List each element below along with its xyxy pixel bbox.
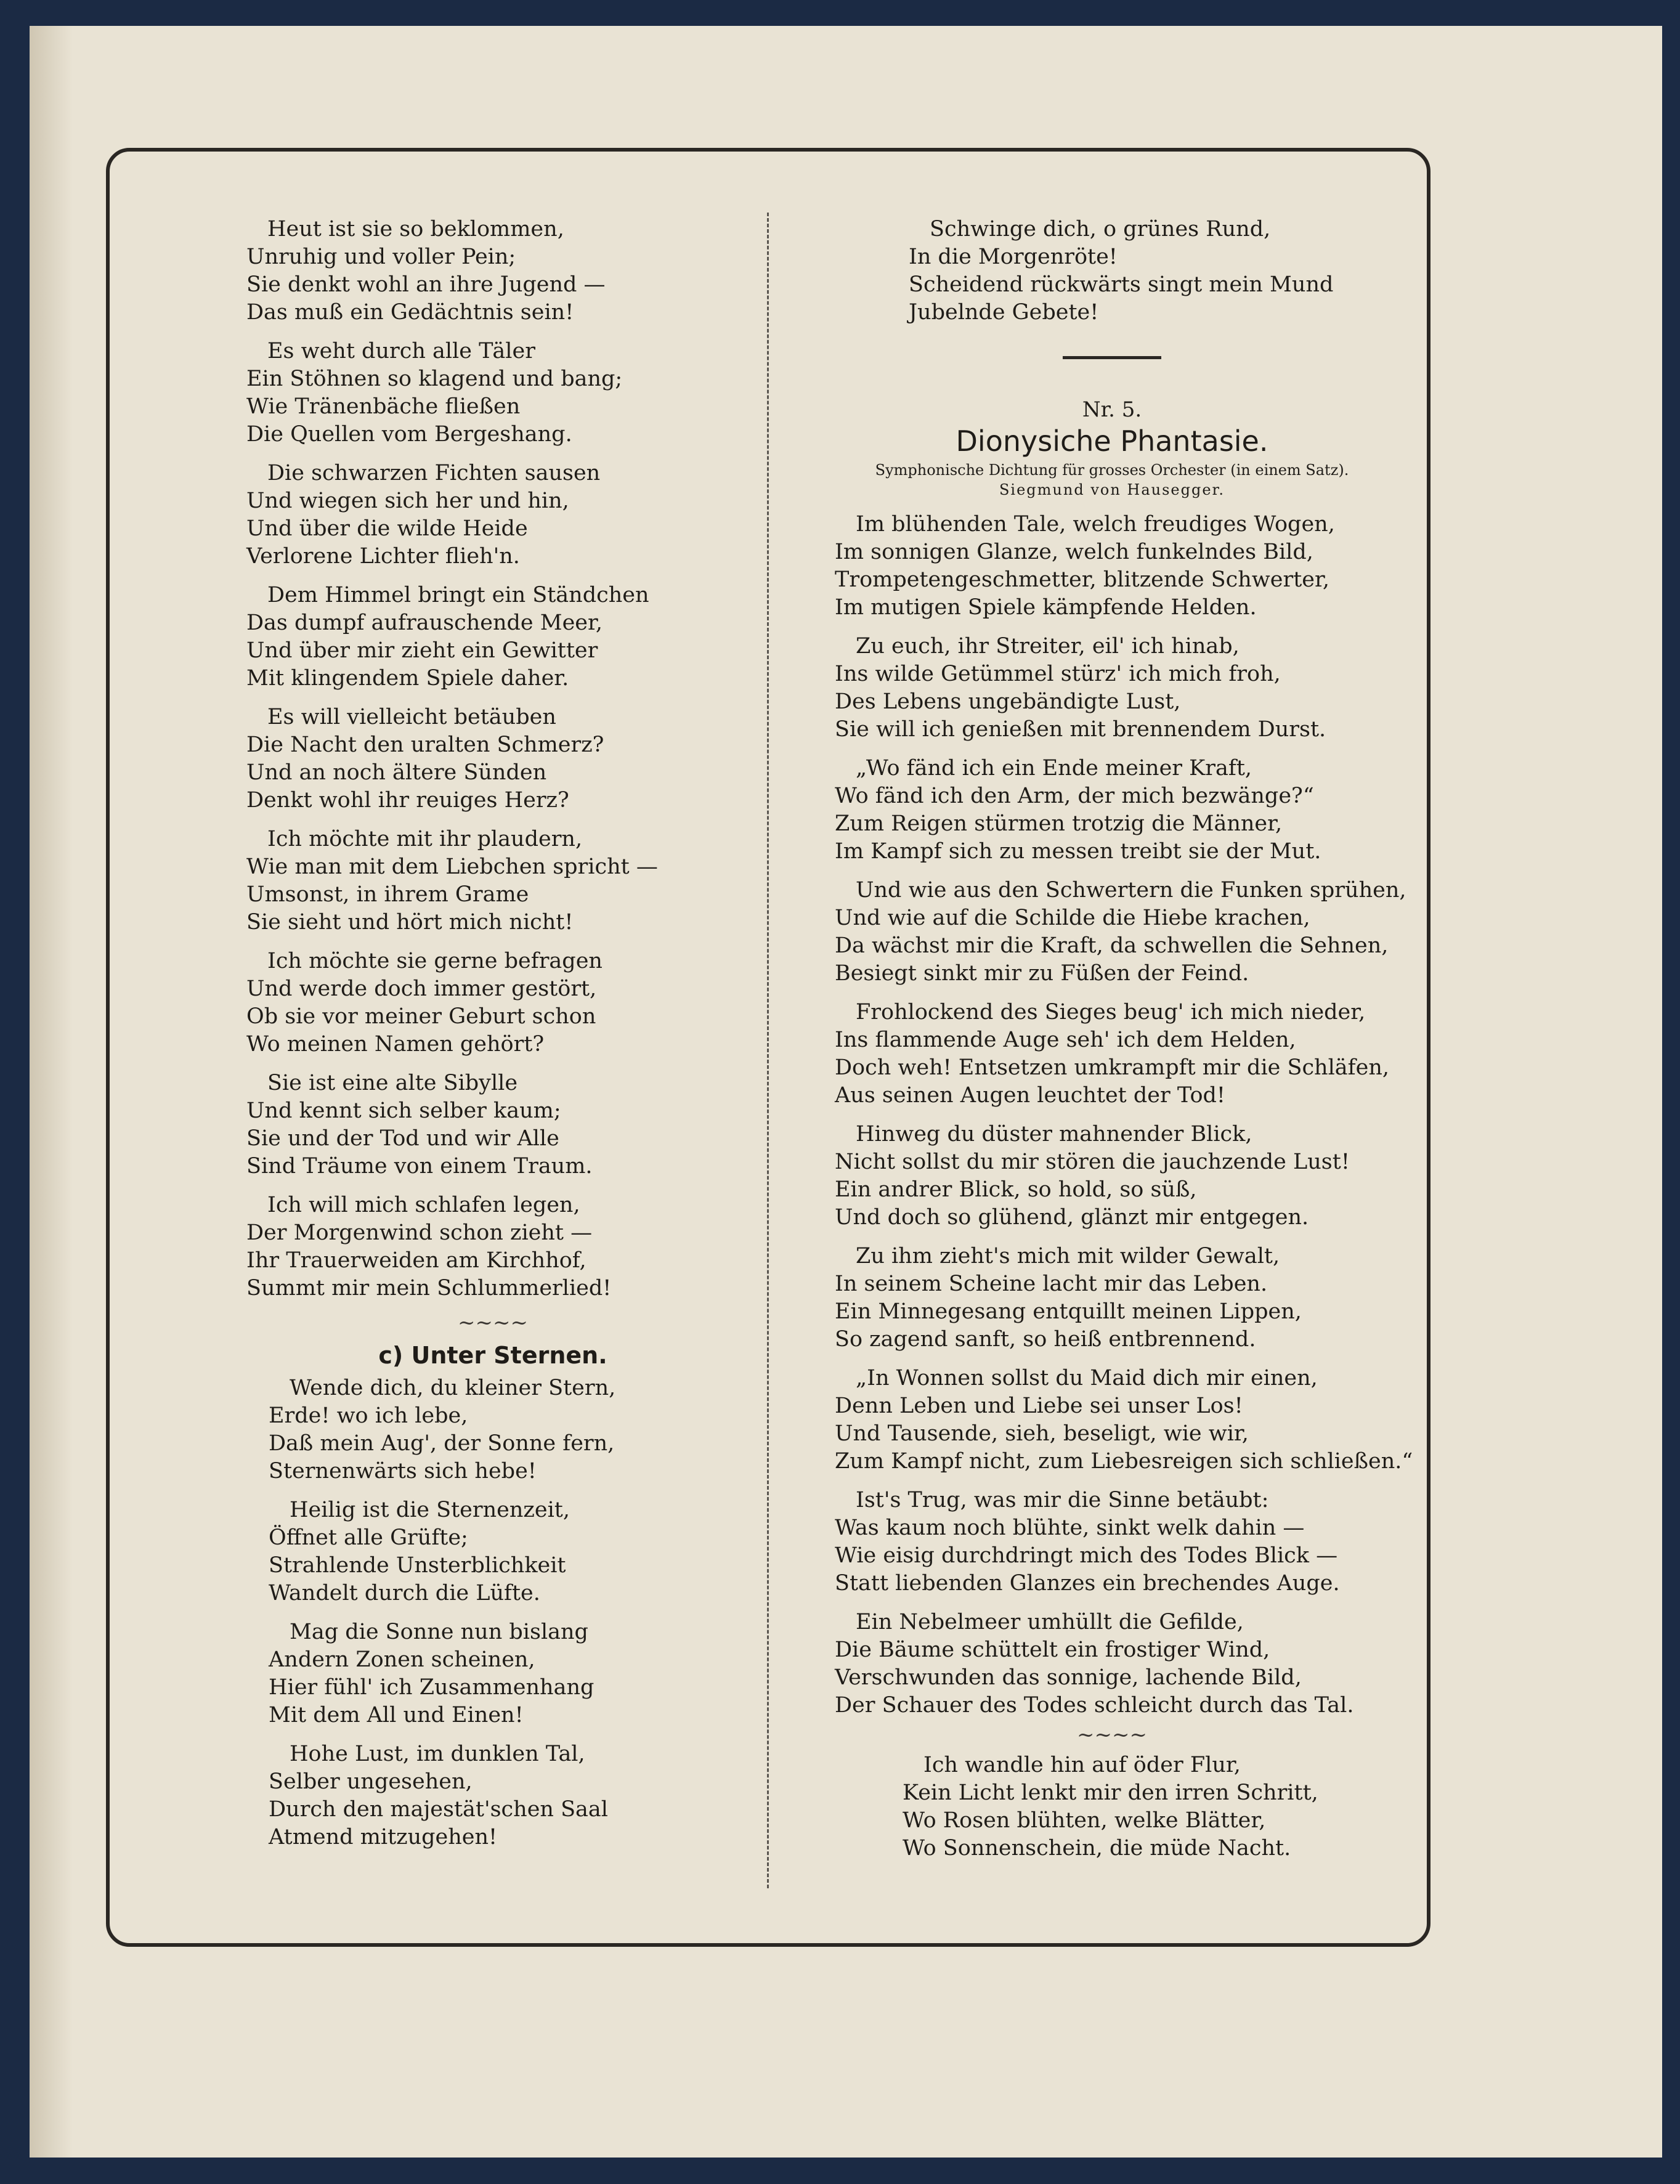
stanza — [835, 1243, 1389, 1354]
verse-line: Es will vielleicht betäuben — [267, 705, 556, 729]
verse-line: „Wo fänd ich ein Ende meiner Kraft, — [856, 756, 1252, 781]
stanza — [835, 755, 1389, 866]
verse-line: Sie sieht und hört mich nicht! — [246, 910, 574, 935]
verse-line: So zagend sanft, so heiß entbrennend. — [835, 1327, 1256, 1352]
verse-line: Schwinge dich, o grünes Rund, — [930, 217, 1271, 242]
stanza — [246, 1070, 739, 1180]
verse-line: Wo meinen Namen gehört? — [246, 1032, 545, 1057]
section-c-poem — [246, 1374, 739, 1851]
verse-line: Wandelt durch die Lüfte. — [269, 1581, 540, 1606]
stanza — [835, 1365, 1413, 1476]
verse-line: Daß mein Aug', der Sonne fern, — [269, 1431, 615, 1456]
verse-line: Da wächst mir die Kraft, da schwellen die Sehnen, — [835, 933, 1389, 958]
stanza — [246, 948, 739, 1058]
verse-line: Und an noch ältere Sünden — [246, 760, 547, 785]
stanza — [246, 460, 739, 570]
verse-line: Wie Tränenbäche fließen — [246, 394, 521, 419]
nr5-title: Dionysiche Phantasie. — [956, 424, 1268, 458]
stanza — [909, 216, 1389, 327]
verse-line: Sternenwärts sich hebe! — [269, 1459, 537, 1484]
verse-line: Zum Kampf nicht, zum Liebesreigen sich schließen.“ — [835, 1449, 1413, 1474]
stanza — [246, 1191, 739, 1302]
verse-line: Ins wilde Getümmel stürz' ich mich froh, — [835, 662, 1281, 686]
verse-line: Und wiegen sich her und hin, — [246, 489, 569, 513]
verse-line: Aus seinen Augen leuchtet der Tod! — [835, 1083, 1225, 1108]
verse-line: Der Schauer des Todes schleicht durch das Tal. — [835, 1693, 1354, 1718]
verse-line: Und kennt sich selber kaum; — [246, 1098, 561, 1123]
stanza — [835, 1487, 1389, 1597]
verse-line: Im blühenden Tale, welch freudiges Wogen, — [856, 512, 1335, 537]
nr5-subtitle: Symphonische Dichtung für grosses Orchester (in einem Satz). — [875, 461, 1349, 479]
verse-line: Scheidend rückwärts singt mein Mund — [909, 272, 1334, 297]
verse-line: Ich will mich schlafen legen, — [267, 1193, 580, 1217]
verse-line: Hinweg du düster mahnender Blick, — [856, 1122, 1252, 1147]
verse-line: Verlorene Lichter flieh'n. — [246, 544, 520, 569]
stanza — [835, 633, 1389, 744]
verse-line: Unruhig und voller Pein; — [246, 245, 516, 269]
stanza — [835, 999, 1389, 1110]
verse-line: Das muß ein Gedächtnis sein! — [246, 300, 574, 325]
verse-line: Heilig ist die Sternenzeit, — [290, 1498, 570, 1522]
verse-line: Ein Nebelmeer umhüllt die Gefilde, — [856, 1610, 1244, 1634]
verse-line: Denkt wohl ihr reuiges Herz? — [246, 788, 569, 813]
wave-ornament: ~~~~ — [458, 1310, 528, 1335]
verse-line: In die Morgenröte! — [909, 245, 1118, 269]
section-c-heading: c) Unter Sternen. — [378, 1342, 607, 1369]
wave-ornament-2: ~~~~ — [1077, 1723, 1147, 1747]
verse-line: Und Tausende, sieh, beseligt, wie wir, — [835, 1421, 1249, 1446]
verse-line: Ein andrer Blick, so hold, so süß, — [835, 1177, 1197, 1202]
verse-line: Ist's Trug, was mir die Sinne betäubt: — [856, 1488, 1269, 1512]
verse-line: Strahlende Unsterblichkeit — [269, 1553, 566, 1578]
column-divider — [767, 213, 769, 1888]
stanza — [903, 1752, 1389, 1862]
verse-line: Und über mir zieht ein Gewitter — [246, 638, 598, 663]
verse-line: Summt mir mein Schlummerlied! — [246, 1276, 612, 1301]
stanza — [269, 1740, 739, 1851]
stanza — [835, 1609, 1389, 1719]
final-poem — [835, 1752, 1389, 1862]
verse-line: Trompetengeschmetter, blitzende Schwerter, — [835, 567, 1329, 592]
left-poem — [246, 216, 739, 1302]
stanza — [246, 704, 739, 814]
stanza — [835, 511, 1389, 622]
verse-line: Denn Leben und Liebe sei unser Los! — [835, 1394, 1243, 1418]
stanza — [835, 877, 1406, 988]
verse-line: Doch weh! Entsetzen umkrampft mir die Schläfen, — [835, 1055, 1389, 1080]
verse-line: Andern Zonen scheinen, — [269, 1647, 535, 1672]
verse-line: Dem Himmel bringt ein Ständchen — [267, 583, 649, 607]
verse-line: Es weht durch alle Täler — [267, 339, 535, 363]
verse-line: Ins flammende Auge seh' ich dem Helden, — [835, 1028, 1296, 1052]
verse-line: Ich möchte mit ihr plaudern, — [267, 827, 583, 851]
verse-line: Besiegt sinkt mir zu Füßen der Feind. — [835, 961, 1249, 986]
stanza — [269, 1618, 739, 1729]
verse-line: Sie will ich genießen mit brennendem Durst. — [835, 717, 1326, 742]
verse-line: Hohe Lust, im dunklen Tal, — [290, 1742, 585, 1766]
verse-line: Selber ungesehen, — [269, 1769, 473, 1794]
verse-line: Kein Licht lenkt mir den irren Schritt, — [903, 1780, 1318, 1805]
verse-line: Wie man mit dem Liebchen spricht — — [246, 855, 658, 879]
nr5-poem — [835, 511, 1413, 1719]
right-column — [835, 216, 1413, 1873]
verse-line: Mag die Sonne nun bislang — [290, 1620, 588, 1644]
verse-line: Ich wandle hin auf öder Flur, — [923, 1753, 1241, 1777]
verse-line: In seinem Scheine lacht mir das Leben. — [835, 1272, 1268, 1296]
verse-line: Ob sie vor meiner Geburt schon — [246, 1004, 596, 1029]
verse-line: Ein Stöhnen so klagend und bang; — [246, 367, 623, 391]
verse-line: Und über die wilde Heide — [246, 516, 528, 541]
verse-line: Wo Rosen blühten, welke Blätter, — [903, 1808, 1266, 1833]
verse-line: Der Morgenwind schon zieht — — [246, 1220, 593, 1245]
verse-line: Ein Minnegesang entquillt meinen Lippen, — [835, 1299, 1302, 1324]
verse-line: Verschwunden das sonnige, lachende Bild, — [835, 1665, 1302, 1690]
verse-line: Erde! wo ich lebe, — [269, 1403, 468, 1428]
stanza — [246, 582, 739, 692]
verse-line: Das dumpf aufrauschende Meer, — [246, 611, 603, 635]
stanza — [246, 826, 739, 936]
verse-line: Sind Träume von einem Traum. — [246, 1154, 593, 1179]
verse-line: Die Quellen vom Bergeshang. — [246, 422, 572, 447]
verse-line: Atmend mitzugehen! — [269, 1825, 498, 1849]
stanza — [246, 216, 739, 327]
nr5-number: Nr. 5. — [1082, 397, 1142, 422]
verse-line: Heut ist sie so beklommen, — [267, 217, 564, 242]
stanza — [835, 1121, 1389, 1232]
stanza — [269, 1496, 739, 1607]
verse-line: Wende dich, du kleiner Stern, — [290, 1376, 616, 1400]
verse-line: Und doch so glühend, glänzt mir entgegen. — [835, 1205, 1309, 1230]
verse-line: Sie ist eine alte Sibylle — [267, 1071, 518, 1095]
verse-line: Mit dem All und Einen! — [269, 1703, 524, 1727]
right-top-poem — [835, 216, 1389, 327]
verse-line: Jubelnde Gebete! — [909, 300, 1099, 325]
stanza — [246, 338, 739, 449]
verse-line: Im sonnigen Glanze, welch funkelndes Bild, — [835, 540, 1313, 564]
verse-line: Frohlockend des Sieges beug' ich mich nieder, — [856, 1000, 1366, 1025]
verse-line: Die Bäume schüttelt ein frostiger Wind, — [835, 1638, 1270, 1662]
verse-line: Zu ihm zieht's mich mit wilder Gewalt, — [856, 1244, 1280, 1269]
verse-line: Wo Sonnenschein, die müde Nacht. — [903, 1836, 1291, 1861]
nr5-author: Siegmund von Hausegger. — [999, 481, 1225, 498]
verse-line: Im mutigen Spiele kämpfende Helden. — [835, 595, 1257, 620]
verse-line: Mit klingendem Spiele daher. — [246, 666, 569, 691]
verse-line: Und werde doch immer gestört, — [246, 976, 597, 1001]
verse-line: „In Wonnen sollst du Maid dich mir einen, — [856, 1366, 1318, 1390]
verse-line: Und wie aus den Schwertern die Funken sprühen, — [856, 878, 1406, 903]
verse-line: Die schwarzen Fichten sausen — [267, 461, 601, 485]
verse-line: Ich möchte sie gerne befragen — [267, 949, 603, 973]
verse-line: Ihr Trauerweiden am Kirchhof, — [246, 1248, 586, 1273]
verse-line: Wo fänd ich den Arm, der mich bezwänge?“ — [835, 784, 1314, 808]
verse-line: Statt liebenden Glanzes ein brechendes Auge. — [835, 1571, 1340, 1596]
verse-line: Umsonst, in ihrem Grame — [246, 882, 529, 907]
verse-line: Und wie auf die Schilde die Hiebe krachen, — [835, 906, 1310, 930]
verse-line: Im Kampf sich zu messen treibt sie der Mut. — [835, 839, 1321, 864]
verse-line: Zum Reigen stürmen trotzig die Männer, — [835, 811, 1283, 836]
verse-line: Des Lebens ungebändigte Lust, — [835, 689, 1181, 714]
verse-line: Öffnet alle Grüfte; — [269, 1525, 468, 1550]
verse-line: Nicht sollst du mir stören die jauchzende Lust! — [835, 1150, 1350, 1174]
verse-line: Was kaum noch blühte, sinkt welk dahin — — [835, 1516, 1305, 1540]
section-rule — [1063, 356, 1161, 359]
verse-line: Zu euch, ihr Streiter, eil' ich hinab, — [856, 634, 1240, 659]
left-column — [246, 216, 739, 1862]
verse-line: Durch den majestät'schen Saal — [269, 1797, 608, 1822]
page-spine-shadow — [30, 26, 73, 2158]
verse-line: Wie eisig durchdringt mich des Todes Blick — — [835, 1543, 1338, 1568]
verse-line: Sie denkt wohl an ihre Jugend — — [246, 272, 606, 297]
verse-line: Sie und der Tod und wir Alle — [246, 1126, 559, 1151]
verse-line: Die Nacht den uralten Schmerz? — [246, 733, 604, 757]
stanza — [269, 1374, 739, 1485]
verse-line: Hier fühl' ich Zusammenhang — [269, 1675, 594, 1700]
